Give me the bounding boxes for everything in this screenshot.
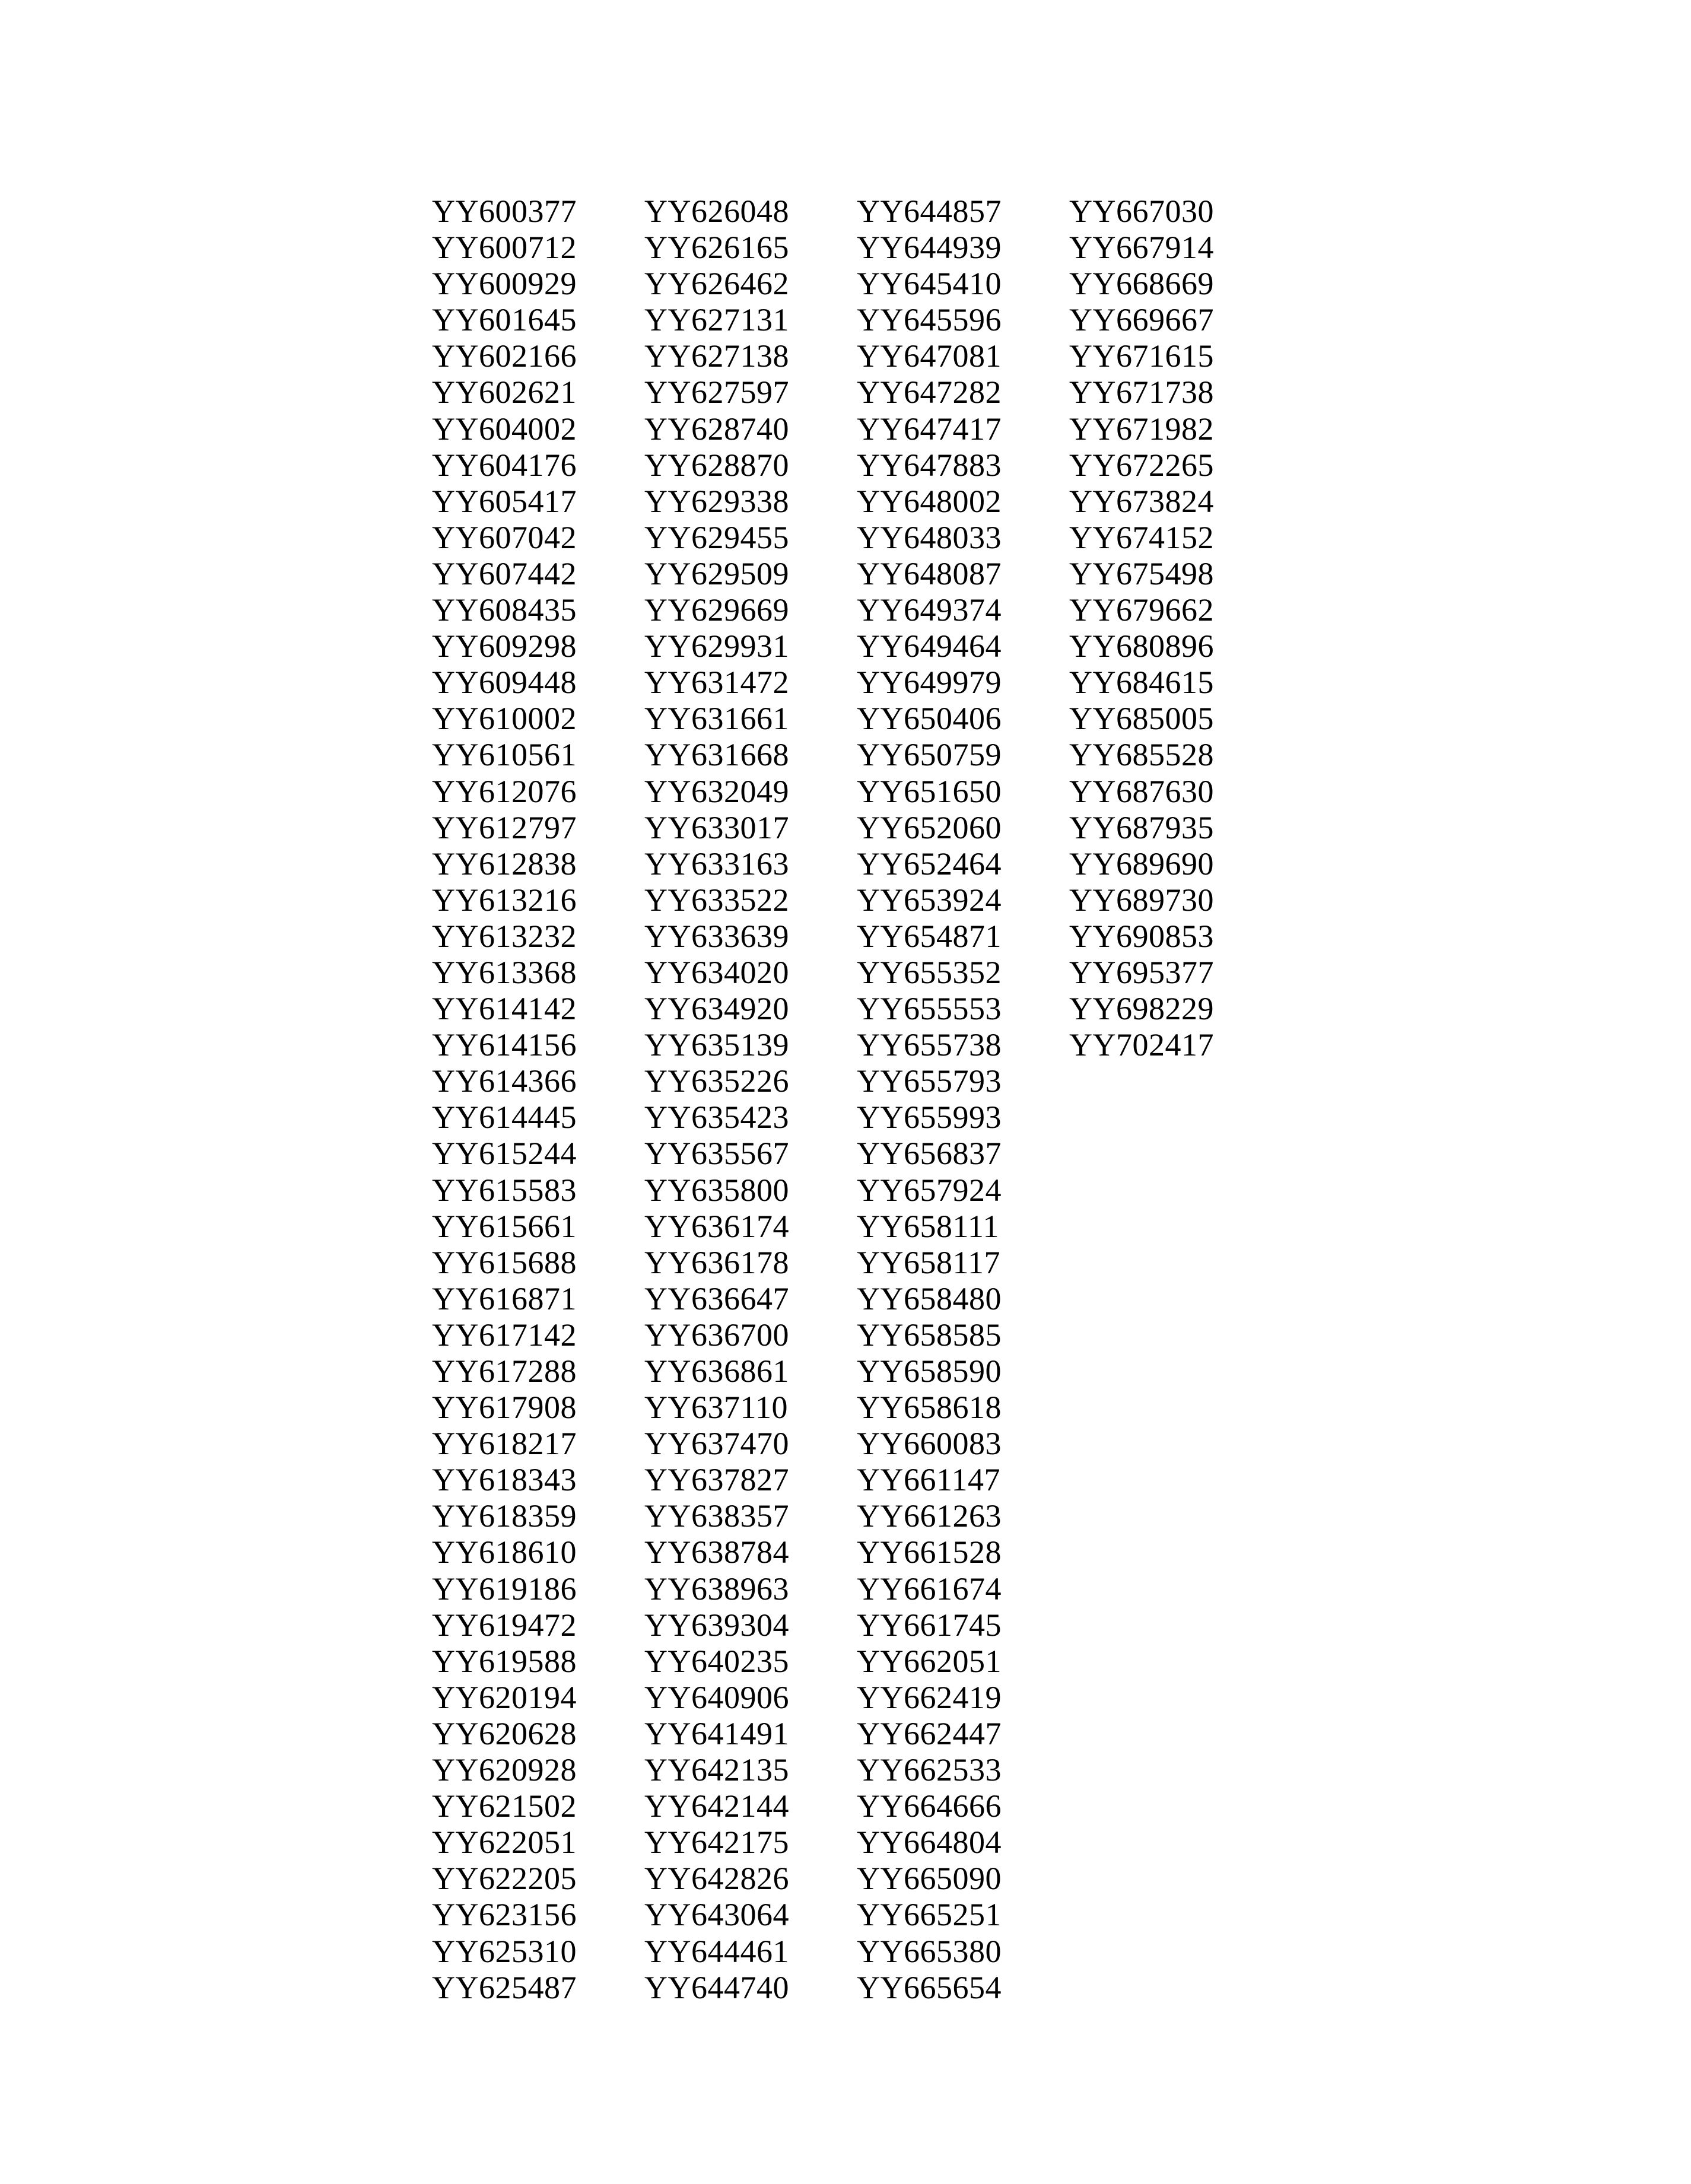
code-entry: YY644939 <box>857 230 1002 266</box>
code-entry: YY680896 <box>1069 628 1214 665</box>
code-entry: YY671615 <box>1069 338 1214 374</box>
code-entry: YY662051 <box>857 1643 1002 1679</box>
code-entry: YY610561 <box>432 737 577 773</box>
code-entry: YY662419 <box>857 1679 1002 1715</box>
code-entry: YY637470 <box>644 1426 789 1462</box>
code-entry: YY673824 <box>1069 483 1214 519</box>
code-entry: YY631472 <box>644 665 789 701</box>
code-entry: YY625487 <box>432 1969 577 2005</box>
code-entry: YY658111 <box>857 1208 999 1244</box>
code-entry: YY613232 <box>432 918 577 954</box>
code-entry: YY620194 <box>432 1679 577 1715</box>
code-entry: YY637110 <box>644 1390 788 1426</box>
code-entry: YY687630 <box>1069 773 1214 809</box>
code-entry: YY626462 <box>644 266 789 302</box>
code-entry: YY625310 <box>432 1933 577 1969</box>
code-entry: YY633017 <box>644 809 789 845</box>
code-entry: YY648033 <box>857 519 1002 555</box>
code-entry: YY647883 <box>857 447 1002 483</box>
code-entry: YY650759 <box>857 737 1002 773</box>
code-entry: YY614156 <box>432 1027 577 1063</box>
code-column-2 <box>644 193 857 2006</box>
code-entry: YY671738 <box>1069 374 1214 411</box>
code-entry: YY642826 <box>644 1861 789 1897</box>
code-entry: YY648002 <box>857 483 1002 519</box>
code-entry: YY635800 <box>644 1172 789 1208</box>
code-entry: YY639304 <box>644 1607 789 1643</box>
code-entry: YY615688 <box>432 1244 577 1280</box>
code-entry: YY652464 <box>857 845 1002 882</box>
code-entry: YY658585 <box>857 1317 1002 1353</box>
code-entry: YY648087 <box>857 555 1002 592</box>
code-entry: YY613368 <box>432 954 577 990</box>
code-entry: YY621502 <box>432 1788 577 1824</box>
code-entry: YY629338 <box>644 483 789 519</box>
code-entry: YY614445 <box>432 1099 577 1136</box>
code-column-1 <box>432 193 644 2006</box>
code-entry: YY638963 <box>644 1571 789 1607</box>
code-entry: YY615244 <box>432 1136 577 1172</box>
code-entry: YY684615 <box>1069 665 1214 701</box>
code-entry: YY600377 <box>432 193 577 229</box>
code-entry: YY629455 <box>644 519 789 555</box>
code-entry: YY620928 <box>432 1752 577 1788</box>
code-entry: YY685528 <box>1069 737 1214 773</box>
code-entry: YY608435 <box>432 592 577 628</box>
code-entry: YY657924 <box>857 1172 1002 1208</box>
code-entry: YY636700 <box>644 1317 789 1353</box>
code-entry: YY629931 <box>644 628 789 665</box>
code-entry: YY649374 <box>857 592 1002 628</box>
code-entry: YY619472 <box>432 1607 577 1643</box>
code-entry: YY626165 <box>644 230 789 266</box>
code-entry: YY687935 <box>1069 809 1214 845</box>
code-entry: YY634920 <box>644 991 789 1027</box>
code-entry: YY600712 <box>432 230 577 266</box>
code-entry: YY661674 <box>857 1571 1002 1607</box>
code-entry: YY632049 <box>644 773 789 809</box>
code-entry: YY654871 <box>857 918 1002 954</box>
code-entry: YY615661 <box>432 1208 577 1244</box>
code-entry: YY622205 <box>432 1861 577 1897</box>
code-entry: YY640235 <box>644 1643 789 1679</box>
code-entry: YY649464 <box>857 628 1002 665</box>
code-entry: YY626048 <box>644 193 789 229</box>
code-entry: YY658590 <box>857 1353 1002 1389</box>
code-entry: YY675498 <box>1069 555 1214 592</box>
code-entry: YY660083 <box>857 1426 1002 1462</box>
code-entry: YY604176 <box>432 447 577 483</box>
code-entry: YY662533 <box>857 1752 1002 1788</box>
code-column-3 <box>857 193 1069 2006</box>
code-entry: YY617908 <box>432 1390 577 1426</box>
code-entry: YY655352 <box>857 954 1002 990</box>
code-entry: YY655738 <box>857 1027 1002 1063</box>
code-entry: YY650406 <box>857 701 1002 737</box>
code-entry: YY629509 <box>644 555 789 592</box>
code-entry: YY623156 <box>432 1897 577 1933</box>
code-entry: YY640906 <box>644 1679 789 1715</box>
code-entry: YY618217 <box>432 1426 577 1462</box>
code-entry: YY643064 <box>644 1897 789 1933</box>
code-entry: YY642144 <box>644 1788 789 1824</box>
code-entry: YY658618 <box>857 1390 1002 1426</box>
code-entry: YY628870 <box>644 447 789 483</box>
code-entry: YY689690 <box>1069 845 1214 882</box>
code-entry: YY612838 <box>432 845 577 882</box>
code-entry: YY636647 <box>644 1280 789 1317</box>
code-entry: YY618343 <box>432 1462 577 1498</box>
code-entry: YY645596 <box>857 302 1002 338</box>
code-entry: YY645410 <box>857 266 1002 302</box>
code-entry: YY644461 <box>644 1933 789 1969</box>
code-entry: YY613216 <box>432 882 577 918</box>
code-entry: YY628740 <box>644 411 789 447</box>
code-entry: YY629669 <box>644 592 789 628</box>
code-entry: YY614142 <box>432 991 577 1027</box>
code-entry: YY604002 <box>432 411 577 447</box>
code-entry: YY602166 <box>432 338 577 374</box>
code-entry: YY635567 <box>644 1136 789 1172</box>
code-entry: YY607042 <box>432 519 577 555</box>
code-entry: YY655793 <box>857 1063 1002 1099</box>
code-entry: YY667030 <box>1069 193 1214 229</box>
code-entry: YY665654 <box>857 1969 1002 2005</box>
code-entry: YY616871 <box>432 1280 577 1317</box>
code-entry: YY622051 <box>432 1824 577 1861</box>
code-entry: YY672265 <box>1069 447 1214 483</box>
code-entry: YY647282 <box>857 374 1002 411</box>
code-entry: YY635423 <box>644 1099 789 1136</box>
code-entry: YY652060 <box>857 809 1002 845</box>
code-entry: YY664804 <box>857 1824 1002 1861</box>
code-entry: YY647081 <box>857 338 1002 374</box>
code-entry: YY610002 <box>432 701 577 737</box>
code-entry: YY695377 <box>1069 954 1214 990</box>
code-entry: YY644740 <box>644 1969 789 2005</box>
code-entry: YY668669 <box>1069 266 1214 302</box>
code-entry: YY685005 <box>1069 701 1214 737</box>
code-entry: YY627597 <box>644 374 789 411</box>
code-entry: YY637827 <box>644 1462 789 1498</box>
code-entry: YY633522 <box>644 882 789 918</box>
code-entry: YY664666 <box>857 1788 1002 1824</box>
code-entry: YY658117 <box>857 1244 1000 1280</box>
code-entry: YY665380 <box>857 1933 1002 1969</box>
code-entry: YY612076 <box>432 773 577 809</box>
code-entry: YY618359 <box>432 1498 577 1534</box>
code-entry: YY702417 <box>1069 1027 1214 1063</box>
code-entry: YY638357 <box>644 1498 789 1534</box>
code-entry: YY620628 <box>432 1715 577 1751</box>
code-entry: YY614366 <box>432 1063 577 1099</box>
code-entry: YY607442 <box>432 555 577 592</box>
code-entry: YY600929 <box>432 266 577 302</box>
code-entry: YY656837 <box>857 1136 1002 1172</box>
code-entry: YY671982 <box>1069 411 1214 447</box>
code-entry: YY669667 <box>1069 302 1214 338</box>
code-entry: YY661745 <box>857 1607 1002 1643</box>
code-entry: YY619186 <box>432 1571 577 1607</box>
code-entry: YY617142 <box>432 1317 577 1353</box>
code-entry: YY642175 <box>644 1824 789 1861</box>
code-column-4 <box>1069 193 1282 1063</box>
code-entry: YY609298 <box>432 628 577 665</box>
code-entry: YY636178 <box>644 1244 789 1280</box>
code-entry: YY642135 <box>644 1752 789 1788</box>
code-entry: YY635226 <box>644 1063 789 1099</box>
code-entry: YY605417 <box>432 483 577 519</box>
code-entry: YY661147 <box>857 1462 1000 1498</box>
code-entry: YY662447 <box>857 1715 1002 1751</box>
code-entry: YY667914 <box>1069 230 1214 266</box>
code-entry: YY618610 <box>432 1534 577 1571</box>
code-entry: YY636174 <box>644 1208 789 1244</box>
code-entry: YY633163 <box>644 845 789 882</box>
code-entry: YY627131 <box>644 302 789 338</box>
code-entry: YY631661 <box>644 701 789 737</box>
code-entry: YY655553 <box>857 991 1002 1027</box>
code-entry: YY665251 <box>857 1897 1002 1933</box>
code-entry: YY633639 <box>644 918 789 954</box>
code-entry: YY698229 <box>1069 991 1214 1027</box>
code-entry: YY635139 <box>644 1027 789 1063</box>
code-entry: YY627138 <box>644 338 789 374</box>
code-entry: YY631668 <box>644 737 789 773</box>
code-entry: YY602621 <box>432 374 577 411</box>
code-entry: YY661263 <box>857 1498 1002 1534</box>
code-entry: YY634020 <box>644 954 789 990</box>
code-entry: YY609448 <box>432 665 577 701</box>
code-entry: YY619588 <box>432 1643 577 1679</box>
code-entry: YY647417 <box>857 411 1002 447</box>
code-entry: YY617288 <box>432 1353 577 1389</box>
code-entry: YY658480 <box>857 1280 1002 1317</box>
code-entry: YY655993 <box>857 1099 1002 1136</box>
code-entry: YY653924 <box>857 882 1002 918</box>
code-entry: YY689730 <box>1069 882 1214 918</box>
code-entry: YY674152 <box>1069 519 1214 555</box>
code-entry: YY651650 <box>857 773 1002 809</box>
code-entry: YY661528 <box>857 1534 1002 1571</box>
code-entry: YY638784 <box>644 1534 789 1571</box>
code-entry: YY641491 <box>644 1715 789 1751</box>
code-entry: YY612797 <box>432 809 577 845</box>
code-list <box>432 193 1282 2006</box>
code-entry: YY644857 <box>857 193 1002 229</box>
code-entry: YY601645 <box>432 302 577 338</box>
code-entry: YY679662 <box>1069 592 1214 628</box>
code-entry: YY665090 <box>857 1861 1002 1897</box>
code-entry: YY615583 <box>432 1172 577 1208</box>
code-entry: YY636861 <box>644 1353 789 1389</box>
code-entry: YY649979 <box>857 665 1002 701</box>
code-entry: YY690853 <box>1069 918 1214 954</box>
